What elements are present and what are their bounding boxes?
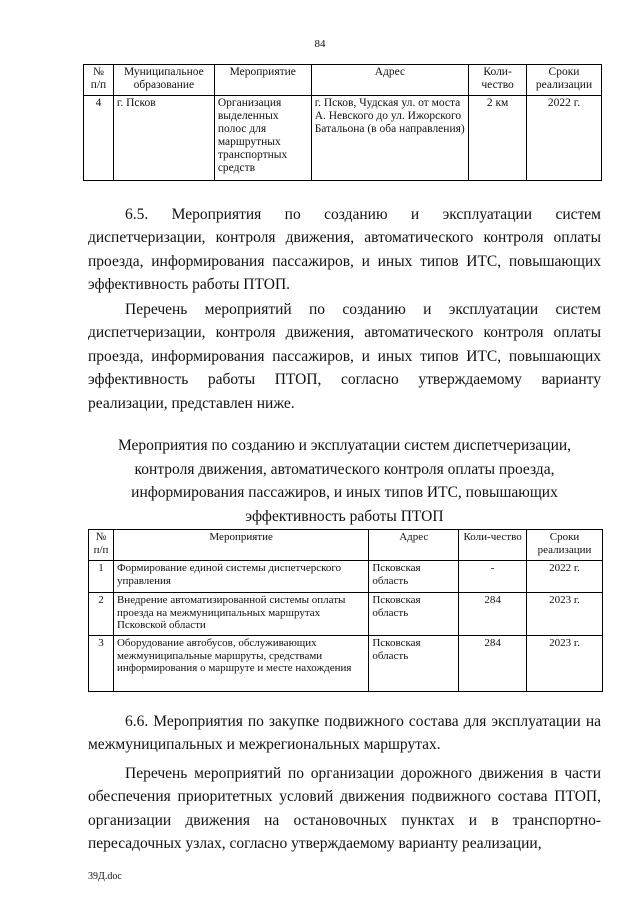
row-deadline: 2022 г. [527, 561, 603, 593]
row-number: 3 [89, 636, 114, 692]
footer-filename: 39Д.doc [88, 871, 122, 882]
row-address: Псковская область [369, 593, 459, 636]
row-number: 2 [89, 593, 114, 636]
table-row [89, 561, 603, 593]
row-measure: Оборудование автобусов, обслуживающих межмуниципальные маршруты, средствами информирования о маршруте и месте нахождения [113, 636, 368, 692]
table-row [89, 636, 603, 692]
row-quantity: 284 [459, 636, 527, 692]
row-quantity: - [459, 561, 527, 593]
row-municipality: г. Псков [113, 96, 214, 181]
row-measure: Внедрение автоматизированной системы оплаты проезда на межмуниципальных маршрутах Псковской области [113, 593, 368, 636]
section-6-6-paragraph: Перечень мероприятий по организации дорожного движения в части обеспечения приоритетных условий движения подвижного состава ПТОП, организации движения на остановочных пунктах и в транспортно-пересадочных узлах, согласно утверждаемому варианту реализации, [88, 765, 601, 853]
row-number: 4 [84, 96, 114, 181]
row-address: Псковская область [369, 636, 459, 692]
col-measure-header: Мероприятие [113, 530, 368, 561]
col-measure-header: Мероприятие [214, 65, 311, 96]
col-number-header: № п/п [84, 65, 114, 96]
col-number-header: № п/п [89, 530, 114, 561]
row-address: г. Псков, Чудская ул. от моста А. Невского до ул. Ижорского Батальона (в оба направления) [311, 96, 468, 181]
row-deadline: 2023 г. [527, 636, 603, 692]
row-quantity: 284 [459, 593, 527, 636]
section-6-5-paragraph: Перечень мероприятий по созданию и эксплуатации систем диспетчеризации, контроля движения, автоматического контроля оплаты проезда, информирования пассажиров, и иных типов ИТС, повышающих эффективность работы ПТОП, согласно утверждаемому варианту реализации, представлен ниже. [88, 301, 601, 412]
row-number: 1 [89, 561, 114, 593]
col-quantity-header: Коли-чество [459, 530, 527, 561]
col-address-header: Адрес [369, 530, 459, 561]
row-quantity: 2 км [469, 96, 527, 181]
page-number: 84 [314, 38, 326, 50]
row-measure: Организация выделенных полос для маршрутных транспортных средств [214, 96, 311, 181]
its-measures-table [88, 529, 603, 692]
table-row [89, 593, 603, 636]
col-quantity-header: Коли-чество [469, 65, 527, 96]
row-deadline: 2022 г. [527, 96, 602, 181]
table-title: Мероприятия по созданию и эксплуатации систем диспетчеризации, контроля движения, автоматического контроля оплаты проезда, информирования пассажиров, и иных типов ИТС, повышающих эффективность работы ПТОП [117, 437, 572, 525]
section-6-5-heading: 6.5. Мероприятия по созданию и эксплуатации систем диспетчеризации, контроля движения, автоматического контроля оплаты проезда, информирования пассажиров, и иных типов ИТС, повышающих эффективность работы ПТОП. [88, 206, 601, 294]
table-header-row [89, 530, 603, 561]
col-address-header: Адрес [311, 65, 468, 96]
row-address: Псковская область [369, 561, 459, 593]
col-deadline-header: Сроки реализации [527, 530, 603, 561]
road-measures-table [83, 64, 602, 181]
table-row [84, 96, 602, 181]
row-deadline: 2023 г. [527, 593, 603, 636]
section-6-6-heading: 6.6. Мероприятия по закупке подвижного состава для эксплуатации на межмуниципальных и межрегиональных маршрутах. [88, 713, 601, 754]
row-measure: Формирование единой системы диспетчерского управления [113, 561, 368, 593]
table-header-row [84, 65, 602, 96]
col-municipality-header: Муниципальное образование [113, 65, 214, 96]
col-deadline-header: Сроки реализации [527, 65, 602, 96]
